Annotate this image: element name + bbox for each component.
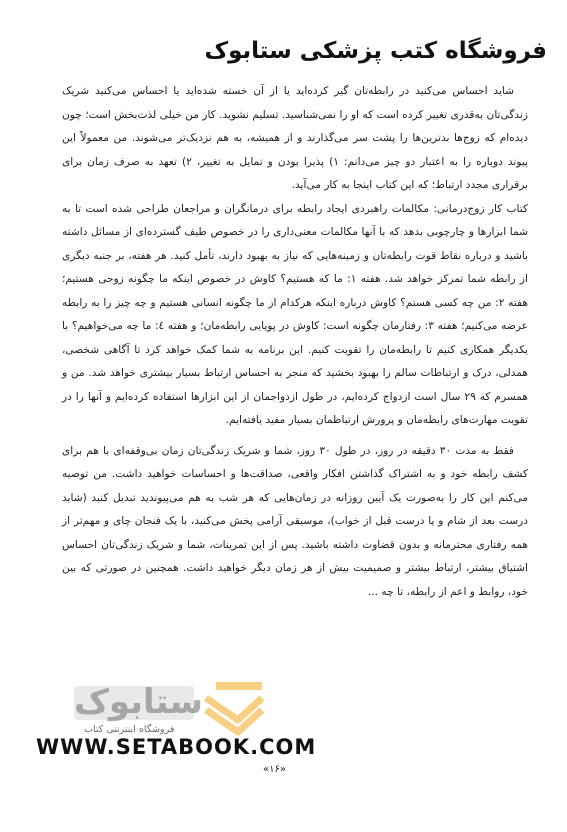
paragraph-intro: شاید احساس می‌کنید در رابطه‌تان گیر کرده‌اید یا از آن خسته شده‌اید یا احساس می‌کنید شریک زندگی‌تان به‌قدری تغییر کرده است که او را نمی‌شناسید. تسلیم نشوید. کار من خیلی لذت‌بخش است؛ چون دیده‌ام که زوج‌ها بدترین‌ها را پشت سر می‌گذارند و از همیشه، به هم نزدیک‌تر می‌شوند. من معمولاً این پیوند دوباره را به اعتبار دو چیز می‌دانم: ۱) پذیرا بودن و تمایل به تغییر، ۲) تعهد به صرف زمان برای برقراری مجدد ارتباط؛ که این کتاب اینجا به کار می‌آید. <box>62 85 528 191</box>
watermark-brand: ستابوک <box>74 682 203 722</box>
paragraph-daily-practice: فقط به مدت ۳۰ دقیقه در روز، در طول ۳۰ روز، شما و شریک زندگی‌تان زمان بی‌وقفه‌ای با هم برای کشف رابطه خود و به اشتراک گذاشتن افکار واقعی، صداقت‌ها و احساسات خواهید داشت. من توصیه می‌کنم این کار را به‌صورت یک آیین روزانه در زمان‌هایی که هر شب به هم می‌پیوندید تبدیل کنید (شاید درست بعد از شام و یا درست قبل از خواب)، موسیقی آرامی پخش می‌کنید، با یک فنجان چای و مهم‌تر از همه رفتاری محترمانه و بدون قضاوت داشته باشید. پس از این تمرینات، شما و شریک زندگی‌تان احساس اشتیاق بیشتر، ارتباط بیشتر و صمیمیت بیش از هر زمان دیگر خواهید داشت. همچنین در صورتی که بین خود، روابط و اعم از رابطه، تا چه ... <box>62 444 528 598</box>
body-text <box>62 80 528 604</box>
page-number: «۱۶» <box>263 764 286 775</box>
paragraph-workbook: کتاب کار زوج‌درمانی: مکالمات راهبردی ایجاد رابطه برای درمانگران و مراجعان طراحی شده است تا به شما ابزارها و چارچوبی بدهد که با آنها مکالمات معنی‌داری را در خصوص طیف گسترده‌ای از مسائل داشته باشید و درباره نقاط قوت رابطه‌تان و زمینه‌هایی که نیاز به بهبود دارند، تأمل کنید. هر هفته، بر جنبه دیگری از رابطه شما تمرکز خواهد شد. هفته ۱: ما که هستیم؟ کاوش در خصوص اینکه ما چگونه زوجی هستیم؛ هفته ۲: من چه کسی هستم؟ کاوش درباره اینکه هرکدام از ما چگونه انسانی هستیم و چه چیز را به رابطه عرضه می‌کنیم؛ هفته ۳: رفتارمان چگونه است: کاوش در پویایی رابطه‌مان؛ و هفته ٤: ما چه می‌خواهیم؟ با یکدیگر همکاری کنیم تا رابطه‌مان را تقویت کنیم. این برنامه به شما کمک خواهد کرد تا آگاهی شخصی، همدلی، درک و ارتباطات سالم را بهبود بخشید که منجر به احساس ارتباط بسیار بیشتری خواهد شد. من و همسرم که ۲۹ سال است ازدواج کرده‌ایم، در طول ازدواجمان از این ابزارها استفاده کرده‌ایم و آنها را در تقویت مهارت‌های رابطه‌مان و پرورش ارتباطمان بسیار مفید یافته‌ایم. <box>62 202 529 426</box>
site-url: WWW.SETABOOK.COM <box>36 735 317 759</box>
page-header-title: فروشگاه کتب پزشکی ستابوک <box>204 38 547 64</box>
watermark-subtitle: فروشگاه اینترنتی کتاب <box>84 724 175 735</box>
